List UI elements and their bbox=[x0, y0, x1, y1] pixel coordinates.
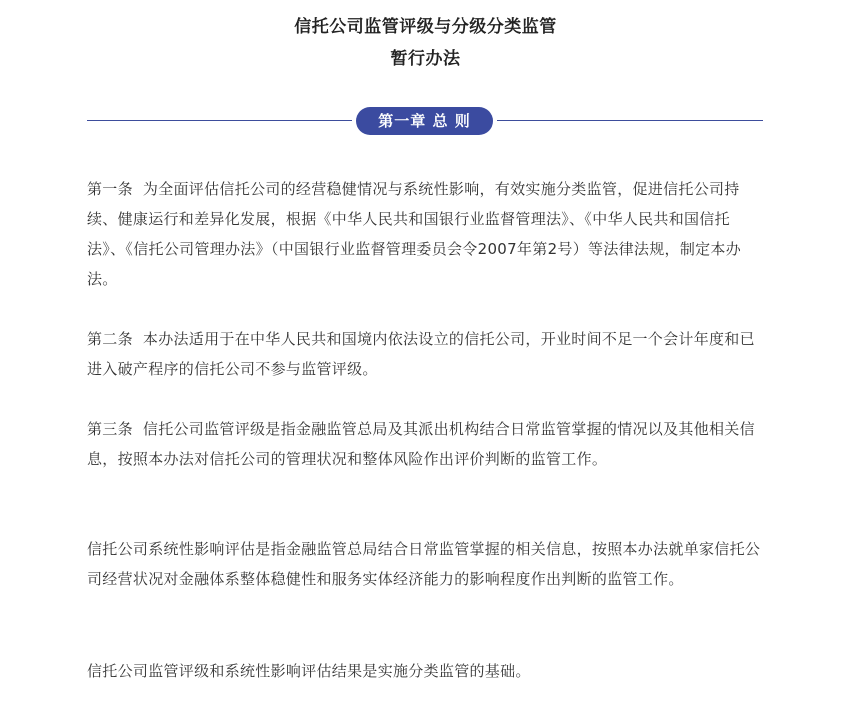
article-1-label: 第一条 bbox=[87, 180, 133, 198]
chapter-heading bbox=[87, 106, 763, 136]
article-2-label: 第二条 bbox=[87, 330, 133, 348]
article-3 bbox=[87, 414, 767, 474]
chapter-divider-left bbox=[87, 120, 352, 121]
article-2-text: 本办法适用于在中华人民共和国境内依法设立的信托公司，开业时间不足一个会计年度和已进入破产程序的信托公司不参与监管评级。 bbox=[87, 330, 755, 378]
paragraph-classification-basis: 信托公司监管评级和系统性影响评估结果是实施分类监管的基础。 bbox=[87, 662, 531, 680]
article-2 bbox=[87, 324, 767, 384]
chapter-label: 第一章 总 则 bbox=[356, 107, 493, 135]
article-1 bbox=[87, 174, 767, 294]
chapter-divider-right bbox=[497, 120, 763, 121]
article-3-label: 第三条 bbox=[87, 420, 133, 438]
document-title: 信托公司监管评级与分级分类监管 bbox=[294, 17, 557, 37]
document-subtitle: 暂行办法 bbox=[390, 49, 461, 69]
article-1-text: 为全面评估信托公司的经营稳健情况与系统性影响，有效实施分类监管，促进信托公司持续、健康运行和差异化发展，根据《中华人民共和国银行业监督管理法》、《中华人民共和国信托法》、《信托公司管理办法》（中国银行业监督管理委员会令2007年第2号）等法律法规，制定本办法。 bbox=[87, 180, 742, 288]
article-3-text: 信托公司监管评级是指金融监管总局及其派出机构结合日常监管掌握的情况以及其他相关信息，按照本办法对信托公司的管理状况和整体风险作出评价判断的监管工作。 bbox=[87, 420, 755, 468]
paragraph-systemic-impact: 信托公司系统性影响评估是指金融监管总局结合日常监管掌握的相关信息，按照本办法就单家信托公司经营状况对金融体系整体稳健性和服务实体经济能力的影响程度作出判断的监管工作。 bbox=[87, 540, 761, 588]
